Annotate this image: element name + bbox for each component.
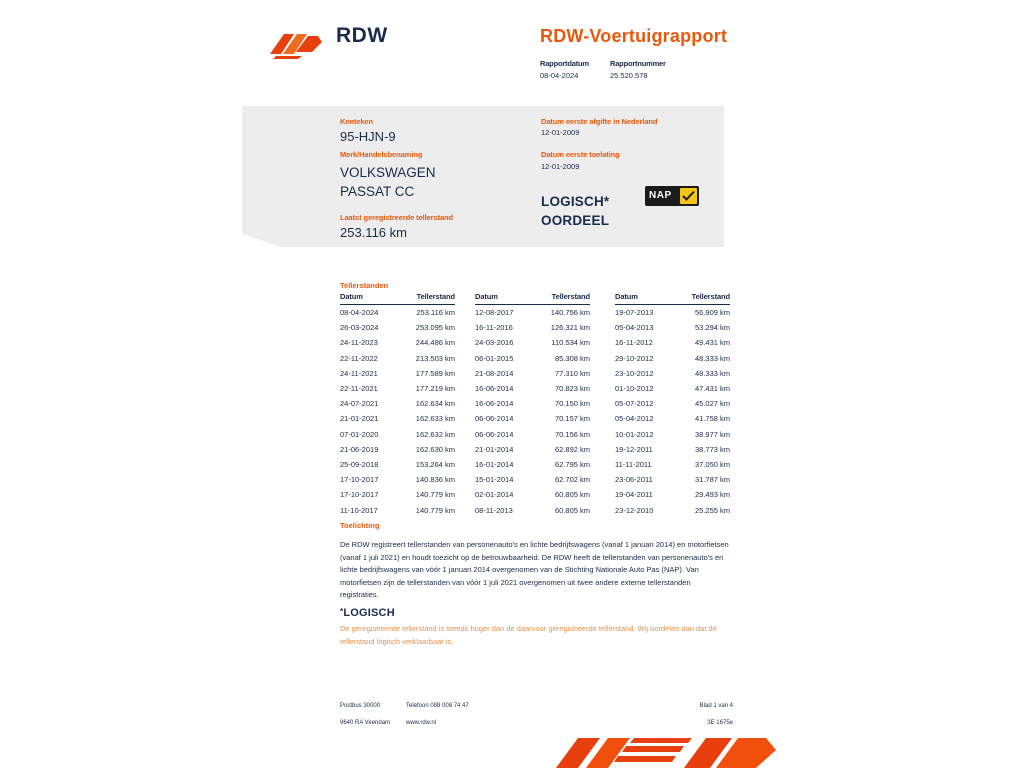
reading-date: 11-10-2017 — [340, 505, 378, 515]
footer-contact — [406, 703, 469, 726]
table-row — [475, 381, 590, 396]
reading-date: 12-08-2017 — [475, 308, 514, 318]
table-row — [340, 487, 455, 502]
table-row — [475, 442, 590, 457]
reading-value: 53.294 km — [694, 323, 730, 333]
footer-decorative-logo-icon — [556, 738, 788, 768]
reading-value: 85.308 km — [554, 353, 590, 363]
reading-value: 177.589 km — [415, 368, 455, 378]
reading-value: 162.634 km — [415, 399, 455, 409]
first-issue-nl-value: 12-01-2009 — [541, 128, 580, 137]
logisch-body: De geregistreerde tellerstand is steeds hoger dan de daarvoor geregistreerde tellerstand. Wij oordelen dan dat de tellerstand logisch verklaarbaar is. — [340, 624, 717, 646]
first-admission-label: Datum eerste toelating — [541, 150, 620, 159]
column-header-date: Datum — [615, 292, 673, 305]
table-row — [615, 335, 730, 350]
reading-date: 19-12-2011 — [615, 444, 653, 454]
reading-value: 140.756 km — [550, 308, 590, 318]
table-row — [615, 305, 730, 321]
reading-date: 23-10-2012 — [615, 368, 654, 378]
table-row — [615, 411, 730, 426]
reading-date: 24-03-2016 — [475, 338, 514, 348]
report-number — [610, 59, 666, 80]
check-icon — [680, 188, 697, 204]
reading-value: 49.431 km — [694, 338, 730, 348]
table-row — [340, 381, 455, 396]
reading-date: 17-10-2017 — [340, 490, 379, 500]
report-title: RDW-Voertuigrapport — [540, 26, 728, 46]
logisch-star: * — [340, 607, 344, 616]
table-row — [340, 305, 455, 321]
reading-value: 62.892 km — [554, 444, 590, 454]
reading-date: 08-11-2013 — [475, 505, 513, 515]
report-number-value: 25.520.578 — [610, 71, 648, 80]
table-row — [475, 411, 590, 426]
reading-date: 17-10-2017 — [340, 475, 379, 485]
explanation-body: De RDW registreert tellerstanden van personenauto's en lichte bedrijfswagens (vanaf 1 januari 2014) en motorfietsen (vanaf 1 juli 2021) en houdt toezicht op de betrouwbaarheid. De RDW heeft de tellerstanden van personenauto's en lichte bedrijfswagens van vóór 1 januari 2014 overgenomen van de Stichting Nationale Auto Pas (NAP). Van motorfietsen zijn de tellerstanden van vóór 1 juli 2021 overgenomen uit twee andere externe tellerstanden registraties. — [340, 540, 729, 600]
reading-value: 140.779 km — [415, 490, 455, 500]
readings-column-2 — [475, 292, 590, 518]
table-row — [340, 366, 455, 381]
reading-date: 24-11-2021 — [340, 368, 378, 378]
reading-value: 110.534 km — [551, 338, 590, 348]
reading-date: 24-11-2023 — [340, 338, 378, 348]
column-header-reading: Tellerstand — [673, 292, 731, 305]
table-row — [615, 472, 730, 487]
reading-date: 05-07-2012 — [615, 399, 654, 409]
reading-date: 21-01-2021 — [340, 414, 379, 424]
table-row — [475, 396, 590, 411]
vehicle-summary-panel — [242, 106, 724, 247]
reading-value: 60.805 km — [554, 490, 590, 500]
reading-date: 16-11-2016 — [475, 323, 513, 333]
make-label: Merk/Handelsbenaming — [340, 150, 423, 159]
table-row — [340, 442, 455, 457]
reading-value: 140.779 km — [415, 505, 455, 515]
reading-date: 15-01-2014 — [475, 475, 514, 485]
judgement-line2: OORDEEL — [541, 213, 610, 228]
table-row — [475, 366, 590, 381]
last-reading-label: Laatst geregistreerde tellerstand — [340, 213, 453, 222]
report-date — [540, 59, 589, 80]
first-admission-value: 12-01-2009 — [541, 162, 580, 171]
nap-badge-label: NAP — [649, 190, 672, 201]
table-row — [475, 320, 590, 335]
reading-date: 19-07-2013 — [615, 308, 654, 318]
reading-value: 31.787 km — [694, 475, 730, 485]
table-row — [475, 351, 590, 366]
reading-value: 56.909 km — [694, 308, 730, 318]
table-row — [340, 351, 455, 366]
reading-date: 07-01-2020 — [340, 429, 379, 439]
report-date-label: Rapportdatum — [540, 59, 589, 68]
reading-value: 62.702 km — [554, 475, 590, 485]
reading-date: 10-01-2012 — [615, 429, 654, 439]
reading-date: 16-06-2014 — [475, 399, 514, 409]
first-issue-nl-label: Datum eerste afgifte in Nederland — [541, 117, 658, 126]
reading-value: 38.977 km — [694, 429, 730, 439]
reading-value: 253.116 km — [416, 308, 455, 318]
judgement-line1: LOGISCH* — [541, 194, 610, 209]
table-row — [615, 457, 730, 472]
table-row — [340, 411, 455, 426]
make-value-line1: VOLKSWAGEN — [340, 165, 436, 180]
last-reading-value: 253.116 km — [340, 225, 407, 240]
reading-date: 05-04-2013 — [615, 323, 654, 333]
reading-date: 29-10-2012 — [615, 353, 654, 363]
table-row — [615, 366, 730, 381]
reading-value: 213.503 km — [415, 353, 455, 363]
reading-date: 19-04-2011 — [615, 490, 653, 500]
plate-label: Kenteken — [340, 117, 373, 126]
table-row — [475, 487, 590, 502]
reading-value: 38.773 km — [694, 444, 730, 454]
reading-date: 06-06-2014 — [475, 414, 514, 424]
explanation-title: Toelichting — [340, 521, 380, 530]
table-row — [615, 442, 730, 457]
reading-value: 162.633 km — [415, 414, 455, 424]
reading-date: 02-01-2014 — [475, 490, 514, 500]
footer-pagination — [693, 703, 733, 726]
table-row — [615, 320, 730, 335]
reading-date: 25-09-2018 — [340, 459, 379, 469]
reading-date: 11-11-2011 — [615, 459, 652, 469]
nap-badge — [645, 186, 699, 206]
reading-date: 16-06-2014 — [475, 384, 514, 394]
column-header-date: Datum — [340, 292, 397, 305]
readings-body-1 — [340, 305, 455, 518]
reading-date: 06-01-2015 — [475, 353, 514, 363]
reading-date: 24-07-2021 — [340, 399, 379, 409]
table-row — [475, 472, 590, 487]
reading-value: 70.157 km — [554, 414, 590, 424]
table-row — [615, 487, 730, 502]
plate-value: 95-HJN-9 — [340, 129, 396, 144]
reading-date: 22-11-2021 — [340, 384, 378, 394]
reading-value: 41.758 km — [694, 414, 730, 424]
reading-date: 22-11-2022 — [340, 353, 378, 363]
readings-body-2 — [475, 305, 590, 518]
reading-date: 26-03-2024 — [340, 323, 379, 333]
reading-date: 06-06-2014 — [475, 429, 514, 439]
column-header-reading: Tellerstand — [397, 292, 455, 305]
reading-date: 16-11-2012 — [615, 338, 653, 348]
table-row — [340, 335, 455, 350]
reading-value: 29.493 km — [694, 490, 730, 500]
reading-value: 162.630 km — [415, 444, 455, 454]
footer-address — [340, 703, 390, 726]
table-row — [340, 502, 455, 517]
reading-date: 21-08-2014 — [475, 368, 514, 378]
reading-value: 60.805 km — [554, 505, 590, 515]
table-row — [475, 335, 590, 350]
footer-phone: Telefoon 088 008 74 47 — [406, 703, 469, 709]
reading-value: 25.255 km — [694, 505, 730, 515]
reading-value: 70.823 km — [554, 384, 590, 394]
readings-title: Tellerstanden — [340, 281, 389, 290]
reading-value: 48.333 km — [694, 353, 730, 363]
judgement-block — [541, 192, 609, 230]
footer-web[interactable]: www.rdw.nl — [406, 720, 437, 726]
reading-value: 37.050 km — [694, 459, 730, 469]
reading-date: 01-10-2012 — [615, 384, 654, 394]
table-row — [340, 457, 455, 472]
report-date-value: 08-04-2024 — [540, 71, 579, 80]
reading-value: 45.027 km — [694, 399, 730, 409]
reading-value: 77.310 km — [554, 368, 590, 378]
table-row — [615, 396, 730, 411]
reading-value: 162.632 km — [415, 429, 455, 439]
table-row — [340, 396, 455, 411]
column-header-date: Datum — [475, 292, 532, 305]
reading-value: 126.321 km — [550, 323, 590, 333]
table-row — [615, 381, 730, 396]
table-row — [475, 427, 590, 442]
brand-title: RDW — [336, 24, 388, 47]
reading-date: 21-01-2014 — [475, 444, 514, 454]
readings-column-1 — [340, 292, 455, 518]
reading-value: 70.150 km — [554, 399, 590, 409]
reading-date: 21-06-2019 — [340, 444, 379, 454]
reading-date: 05-04-2012 — [615, 414, 654, 424]
footer-page: Blad 1 van 4 — [699, 703, 733, 709]
table-row — [475, 457, 590, 472]
column-header-reading: Tellerstand — [532, 292, 590, 305]
reading-date: 16-01-2014 — [475, 459, 514, 469]
table-row — [340, 320, 455, 335]
logisch-heading-text: LOGISCH — [343, 607, 395, 619]
reading-date: 08-04-2024 — [340, 308, 379, 318]
make-value-line2: PASSAT CC — [340, 184, 415, 199]
readings-body-3 — [615, 305, 730, 518]
reading-value: 48.333 km — [694, 368, 730, 378]
logisch-heading — [340, 607, 395, 619]
reading-value: 153.264 km — [415, 459, 455, 469]
reading-value: 177.219 km — [415, 384, 455, 394]
footer-postbus: Postbus 30000 — [340, 703, 381, 709]
reading-value: 140.836 km — [415, 475, 455, 485]
table-row — [615, 427, 730, 442]
reading-value: 47.431 km — [694, 384, 730, 394]
report-number-label: Rapportnummer — [610, 59, 666, 68]
reading-value: 253.095 km — [415, 323, 455, 333]
table-row — [340, 472, 455, 487]
readings-column-3 — [615, 292, 730, 518]
reading-date: 23-12-2010 — [615, 505, 654, 515]
table-row — [615, 351, 730, 366]
reading-date: 23-06-2011 — [615, 475, 653, 485]
table-row — [340, 427, 455, 442]
table-row — [475, 502, 590, 517]
table-row — [615, 502, 730, 517]
reading-value: 70.156 km — [554, 429, 590, 439]
table-row — [475, 305, 590, 321]
reading-value: 62.795 km — [554, 459, 590, 469]
rdw-logo-icon — [268, 28, 324, 60]
reading-value: 244.486 km — [415, 338, 455, 348]
footer-code: 3E 1675e — [707, 720, 733, 726]
footer-city: 9640 RA Veendam — [340, 720, 391, 726]
